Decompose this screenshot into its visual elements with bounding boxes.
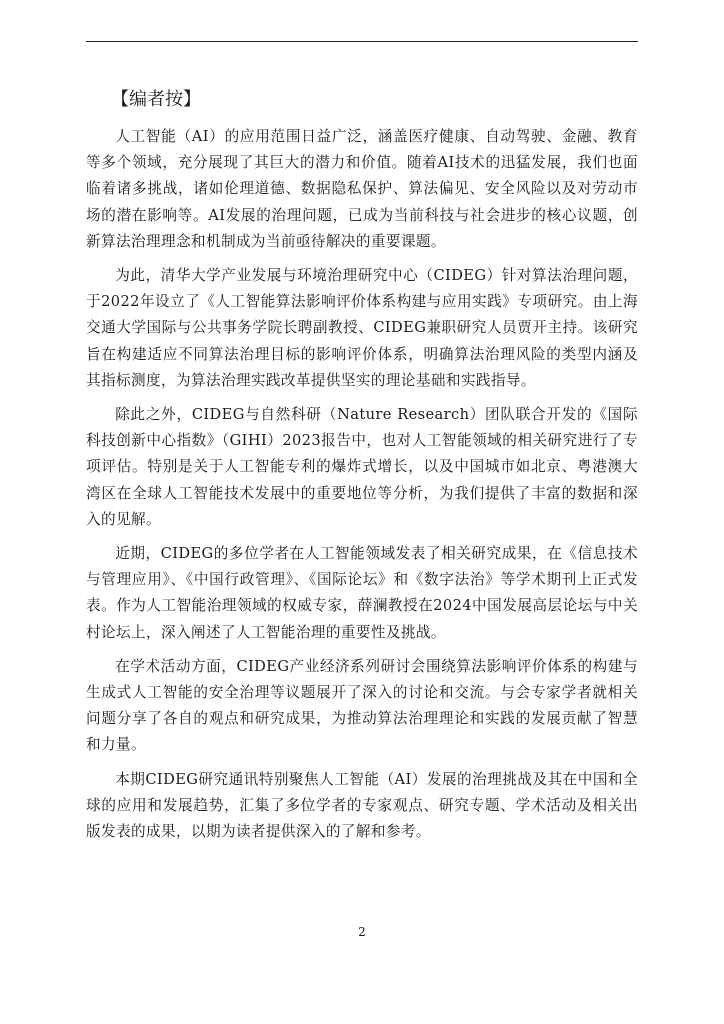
paragraph-3: 除此之外，CIDEG与自然科研（Nature Research）团队联合开发的《国际科技创新中心指数》（GIHI）2023报告中，也对人工智能领域的相关研究进行了专项评估。特别是关于人工智能专利的爆炸式增长，以及中国城市如北京、粤港澳大湾区在全球人工智能技术发展中的重要地位等分析，为我们提供了丰富的数据和深入的见解。 bbox=[86, 406, 638, 528]
paragraph-6: 本期CIDEG研究通讯特别聚焦人工智能（AI）发展的治理挑战及其在中国和全球的应用和发展趋势，汇集了多位学者的专家观点、研究专题、学术活动及相关出版发表的成果，以期为读者提供深入的了解和参考。 bbox=[86, 770, 638, 841]
paragraph-4: 近期，CIDEG的多位学者在人工智能领域发表了相关研究成果，在《信息技术与管理应用》、《中国行政管理》、《国际论坛》和《数字法治》等学术期刊上正式发表。作为人工智能治理领域的权威专家，薛澜教授在2024中国发展高层论坛与中关村论坛上，深入阐述了人工智能治理的重要性及挑战。 bbox=[86, 545, 638, 641]
editor-note-body bbox=[86, 124, 638, 853]
editor-note-heading: 【编者按】 bbox=[111, 89, 201, 110]
page-number: 2 bbox=[358, 925, 366, 939]
paragraph-1: 人工智能（AI）的应用范围日益广泛，涵盖医疗健康、自动驾驶、金融、教育等多个领域，充分展现了其巨大的潜力和价值。随着AI技术的迅猛发展，我们也面临着诸多挑战，诸如伦理道德、数据隐私保护、算法偏见、安全风险以及对劳动市场的潜在影响等。AI发展的治理问题，已成为当前科技与社会进步的核心议题，创新算法治理理念和机制成为当前亟待解决的重要课题。 bbox=[86, 128, 638, 250]
paragraph-2: 为此，清华大学产业发展与环境治理研究中心（CIDEG）针对算法治理问题，于2022年设立了《人工智能算法影响评价体系构建与应用实践》专项研究。由上海交通大学国际与公共事务学院长聘副教授、CIDEG兼职研究人员贾开主持。该研究旨在构建适应不同算法治理目标的影响评价体系，明确算法治理风险的类型内涵及其指标测度，为算法治理实践改革提供坚实的理论基础和实践指导。 bbox=[86, 267, 638, 389]
paragraph-5: 在学术活动方面，CIDEG产业经济系列研讨会围绕算法影响评价体系的构建与生成式人工智能的安全治理等议题展开了深入的讨论和交流。与会专家学者就相关问题分享了各自的观点和研究成果，为推动算法治理理论和实践的发展贡献了智慧和力量。 bbox=[86, 657, 638, 754]
header-rule bbox=[86, 41, 638, 42]
